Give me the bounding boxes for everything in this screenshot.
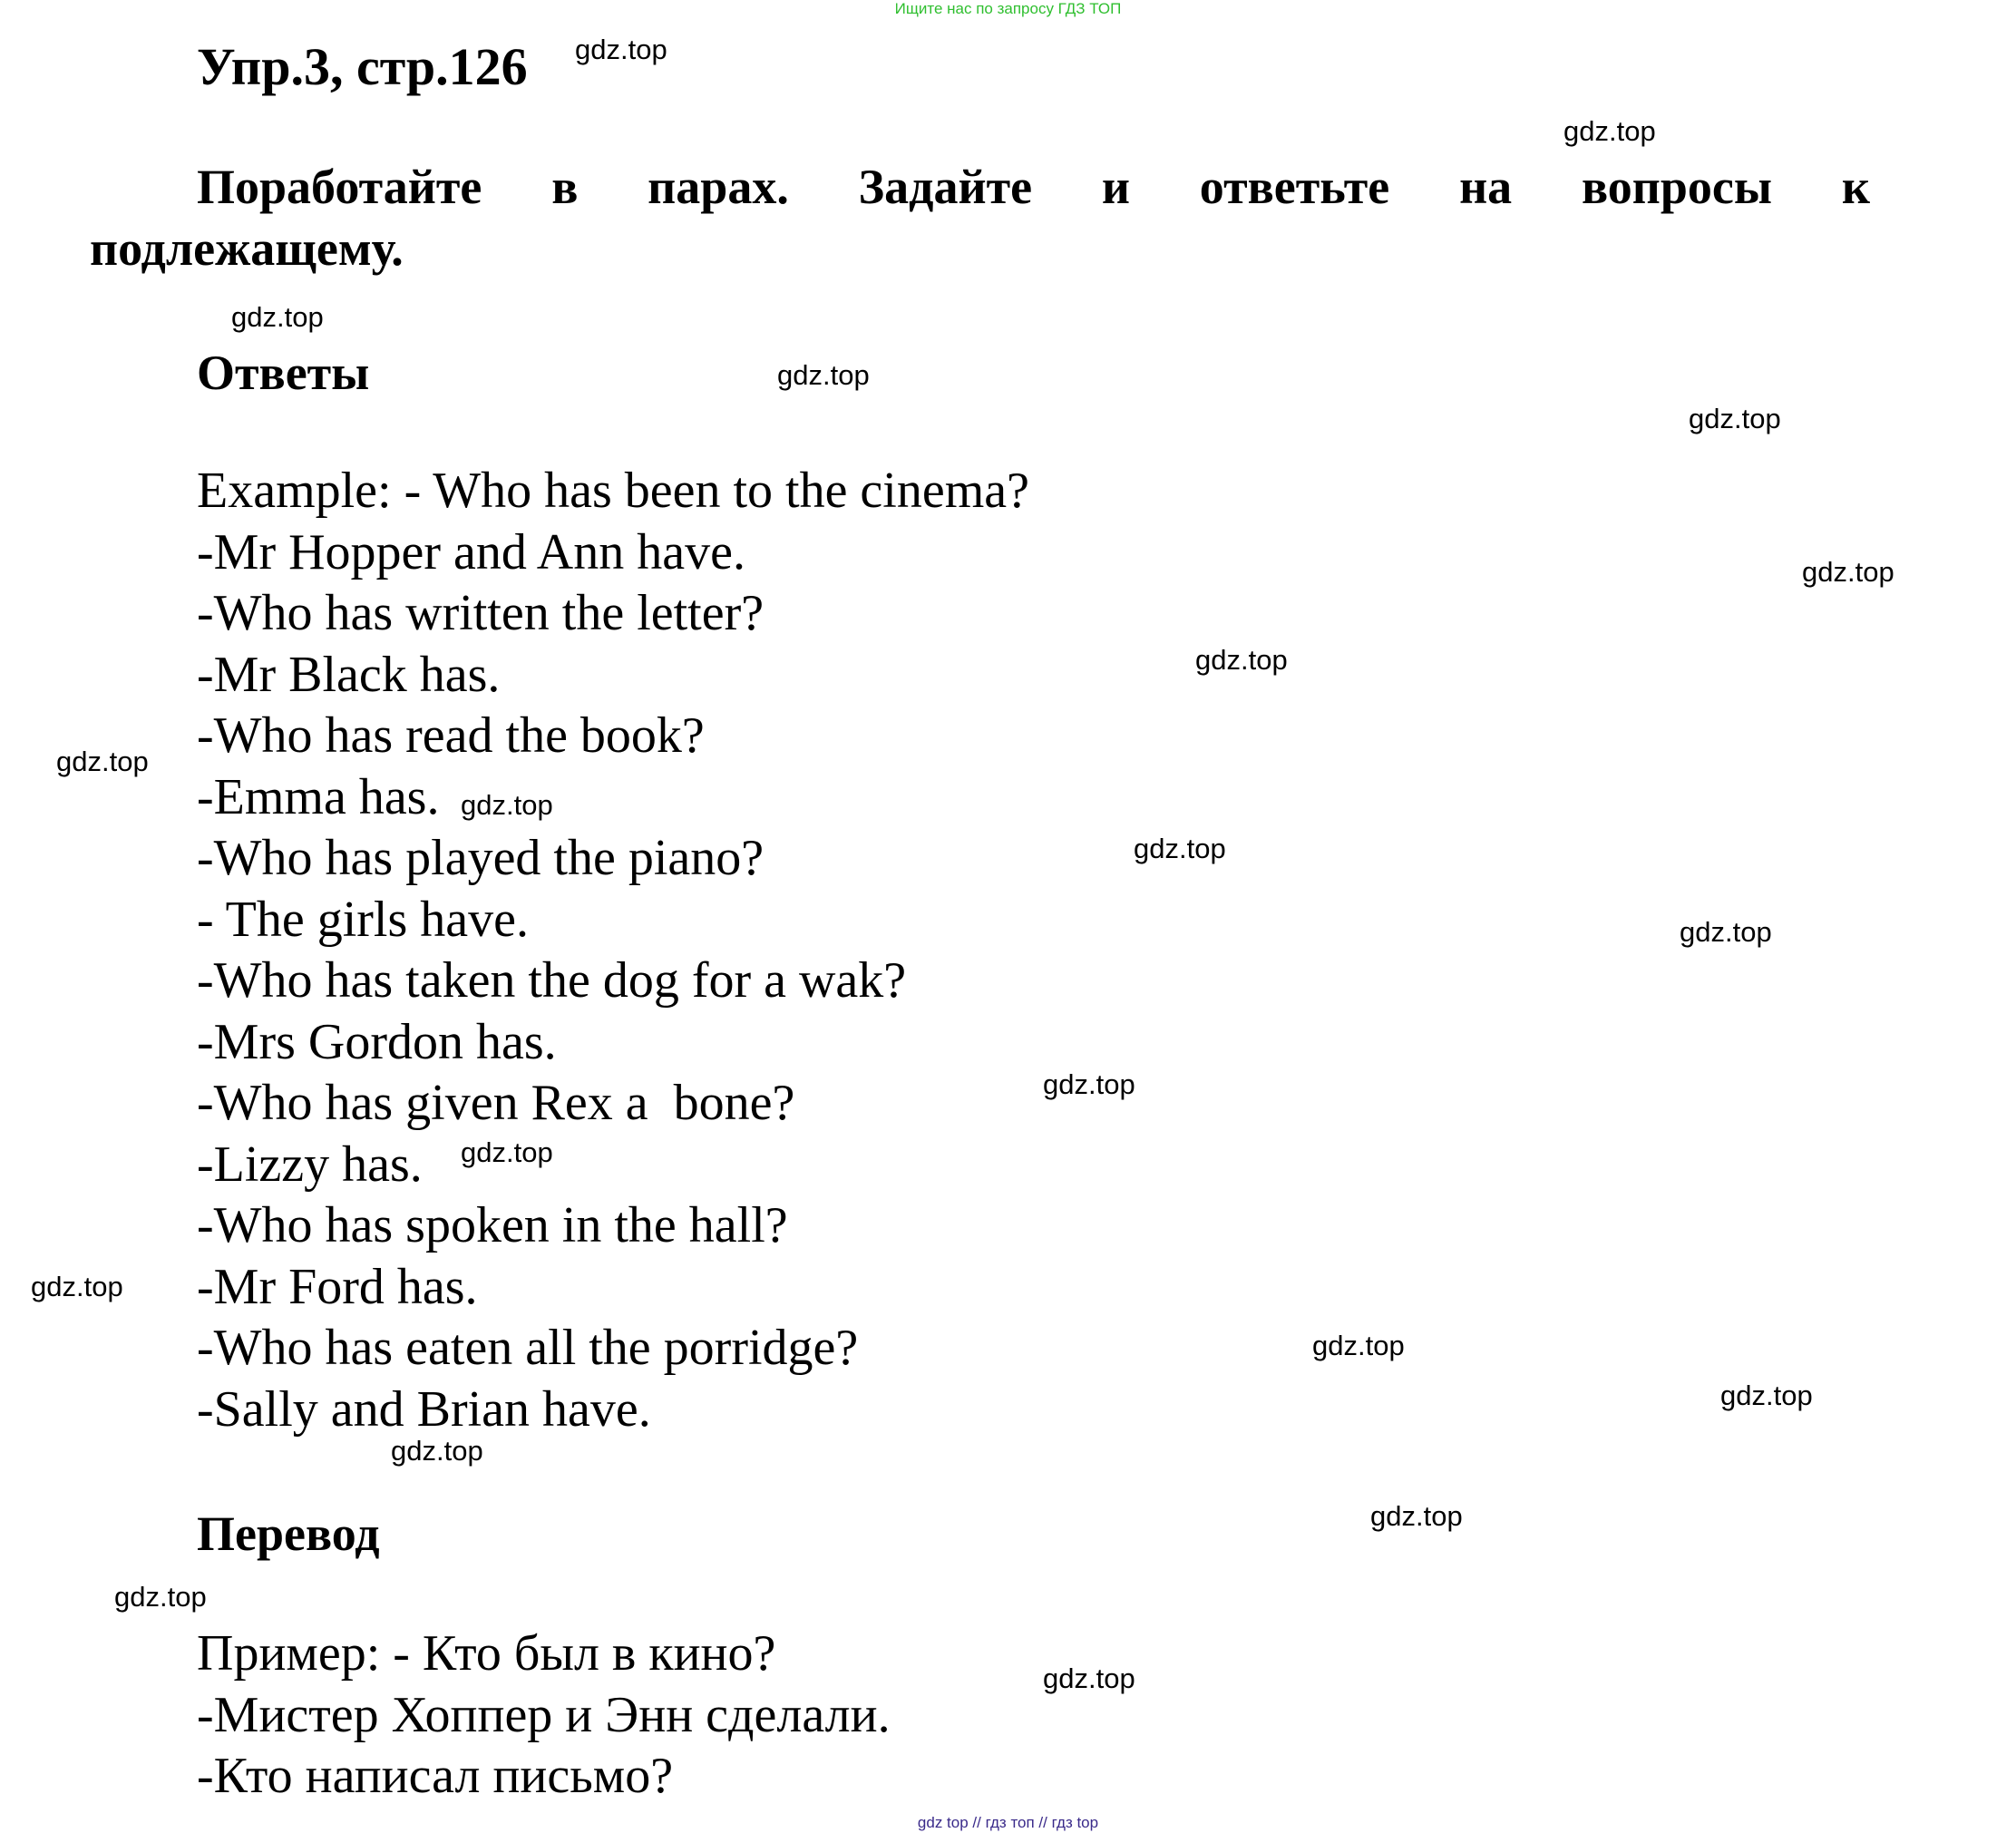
answer-line: -Mrs Gordon has. — [197, 1013, 557, 1070]
answer-line: -Mr Black has. — [197, 646, 501, 703]
translation-line: Пример: - Кто был в кино? — [197, 1625, 776, 1682]
watermark: gdz.top — [1312, 1330, 1405, 1361]
answer-line: Example: - Who has been to the cinema? — [197, 463, 1029, 519]
answers-list — [197, 461, 1029, 1440]
watermark: gdz.top — [56, 746, 149, 777]
task-line-1: Поработайте в парах. Задайте и ответьте на вопросы к — [197, 160, 1870, 214]
answer-line: -Who has eaten all the porridge? — [197, 1320, 859, 1376]
answer-line: -Who has read the book? — [197, 707, 705, 764]
translation-list — [197, 1623, 891, 1808]
answer-line: -Who has given Rex a bone? — [197, 1075, 795, 1131]
translation-line: -Кто написал письмо? — [197, 1748, 674, 1804]
watermark: gdz.top — [114, 1581, 207, 1613]
watermark: gdz.top — [1043, 1662, 1135, 1694]
watermark: gdz.top — [1802, 556, 1894, 588]
watermark: gdz.top — [1043, 1068, 1135, 1100]
watermark: gdz.top — [1134, 833, 1226, 864]
footer-banner: gdz top // гдз топ // гдз top — [917, 1814, 1099, 1831]
watermark: gdz.top — [31, 1271, 123, 1302]
answer-line: -Mr Hopper and Ann have. — [197, 523, 745, 580]
watermark: gdz.top — [1195, 644, 1288, 676]
watermark: gdz.top — [461, 1136, 553, 1168]
top-banner: Ищите нас по запросу ГДЗ ТОП — [894, 0, 1122, 17]
watermark: gdz.top — [391, 1435, 483, 1467]
answer-line: -Lizzy has. — [197, 1136, 423, 1193]
page-title: Упр.3, стр.126 — [197, 37, 528, 96]
watermark: gdz.top — [461, 789, 553, 821]
watermark: gdz.top — [1370, 1500, 1463, 1532]
answer-line: -Who has written the letter? — [197, 585, 765, 641]
answer-line: - The girls have. — [197, 891, 529, 948]
task-text — [90, 156, 1870, 279]
answer-line: -Emma has. — [197, 768, 440, 825]
answer-line: -Who has played the piano? — [197, 830, 765, 886]
answer-line: -Who has taken the dog for a wak? — [197, 952, 907, 1009]
translation-line: -Мистер Хоппер и Энн сделали. — [197, 1686, 891, 1743]
task-line-2: подлежащему. — [90, 221, 404, 276]
watermark: gdz.top — [231, 301, 324, 333]
watermark: gdz.top — [575, 34, 667, 65]
answers-heading: Ответы — [197, 346, 370, 400]
watermark: gdz.top — [777, 359, 870, 391]
watermark: gdz.top — [1563, 115, 1656, 147]
watermark: gdz.top — [1689, 403, 1781, 434]
watermark: gdz.top — [1680, 916, 1772, 948]
answer-line: -Who has spoken in the hall? — [197, 1197, 788, 1253]
answer-line: -Sally and Brian have. — [197, 1380, 651, 1438]
translation-heading: Перевод — [197, 1506, 380, 1561]
answer-line: -Mr Ford has. — [197, 1258, 478, 1315]
watermark: gdz.top — [1720, 1380, 1813, 1411]
